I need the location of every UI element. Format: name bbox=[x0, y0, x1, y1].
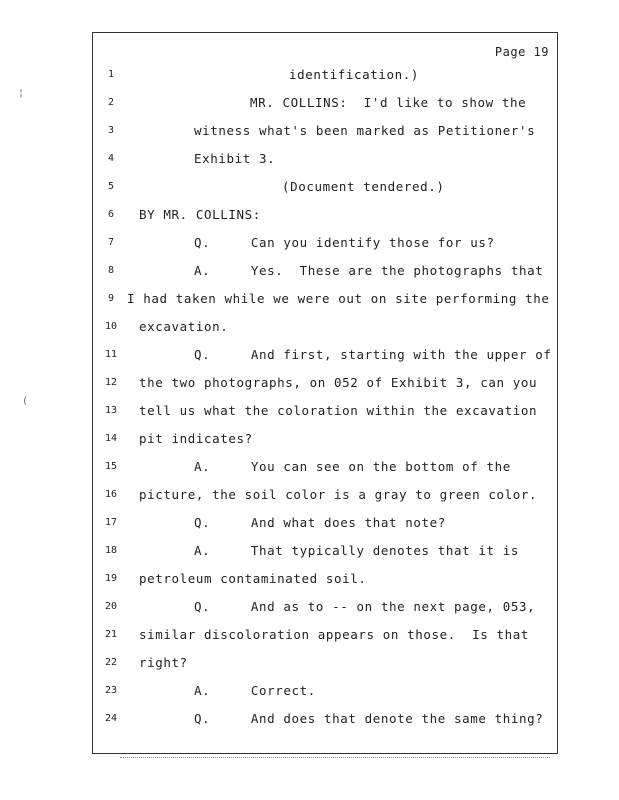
transcript-line bbox=[93, 206, 559, 226]
line-text: BY MR. COLLINS: bbox=[139, 207, 261, 222]
transcript-line bbox=[93, 150, 559, 170]
line-text: Q. And does that denote the same thing? bbox=[194, 711, 544, 726]
transcript-line bbox=[93, 234, 559, 254]
line-text: MR. COLLINS: I'd like to show the bbox=[250, 95, 527, 110]
line-text: tell us what the coloration within the excavation bbox=[139, 403, 538, 418]
transcript-line bbox=[93, 486, 559, 506]
line-text: witness what's been marked as Petitioner's bbox=[194, 123, 536, 138]
line-text: petroleum contaminated soil. bbox=[139, 571, 367, 586]
line-text: (Document tendered.) bbox=[282, 179, 445, 194]
line-number: 11 bbox=[104, 349, 118, 360]
margin-mark: ¦ bbox=[18, 88, 25, 99]
line-text: I had taken while we were out on site performing the bbox=[127, 291, 550, 306]
transcript-line bbox=[93, 626, 559, 646]
transcript-line bbox=[93, 682, 559, 702]
transcript-line bbox=[93, 94, 559, 114]
line-text: excavation. bbox=[139, 319, 229, 334]
line-number: 17 bbox=[104, 517, 118, 528]
line-text: A. Correct. bbox=[194, 683, 316, 698]
transcript-line bbox=[93, 262, 559, 282]
line-number: 22 bbox=[104, 657, 118, 668]
line-number: 5 bbox=[107, 181, 115, 192]
transcript-line bbox=[93, 66, 559, 86]
line-number: 15 bbox=[104, 461, 118, 472]
line-text: the two photographs, on 052 of Exhibit 3, can you bbox=[139, 375, 538, 390]
line-number: 3 bbox=[107, 125, 115, 136]
transcript-line bbox=[93, 598, 559, 618]
line-number: 7 bbox=[107, 237, 115, 248]
line-text: right? bbox=[139, 655, 188, 670]
line-number: 14 bbox=[104, 433, 118, 444]
transcript-line bbox=[93, 430, 559, 450]
transcript-line bbox=[93, 122, 559, 142]
transcript-line bbox=[93, 514, 559, 534]
line-text: A. Yes. These are the photographs that bbox=[194, 263, 544, 278]
line-text: pit indicates? bbox=[139, 431, 253, 446]
transcript-line bbox=[93, 374, 559, 394]
line-number: 19 bbox=[104, 573, 118, 584]
transcript-line bbox=[93, 710, 559, 730]
line-number: 18 bbox=[104, 545, 118, 556]
line-number: 21 bbox=[104, 629, 118, 640]
transcript-line bbox=[93, 542, 559, 562]
transcript-line bbox=[93, 654, 559, 674]
line-text: picture, the soil color is a gray to green color. bbox=[139, 487, 538, 502]
line-text: Q. And as to -- on the next page, 053, bbox=[194, 599, 536, 614]
line-number: 20 bbox=[104, 601, 118, 612]
transcript-line bbox=[93, 290, 559, 310]
line-text: Q. Can you identify those for us? bbox=[194, 235, 495, 250]
transcript-page bbox=[92, 32, 558, 754]
line-number: 12 bbox=[104, 377, 118, 388]
transcript-line bbox=[93, 402, 559, 422]
line-number: 8 bbox=[107, 265, 115, 276]
line-number: 23 bbox=[104, 685, 118, 696]
line-text: A. That typically denotes that it is bbox=[194, 543, 520, 558]
line-text: similar discoloration appears on those. Is that bbox=[139, 627, 530, 642]
line-text: Q. And first, starting with the upper of bbox=[194, 347, 552, 362]
page-number: Page 19 bbox=[494, 45, 549, 59]
margin-mark: ( bbox=[22, 396, 29, 407]
line-text: identification.) bbox=[289, 67, 420, 82]
line-text: Exhibit 3. bbox=[194, 151, 276, 166]
transcript-line bbox=[93, 458, 559, 478]
line-number: 6 bbox=[107, 209, 115, 220]
line-number: 24 bbox=[104, 713, 118, 724]
transcript-line bbox=[93, 346, 559, 366]
line-number: 1 bbox=[107, 69, 115, 80]
line-number: 13 bbox=[104, 405, 118, 416]
footer-rule bbox=[120, 757, 550, 758]
line-number: 10 bbox=[104, 321, 118, 332]
line-number: 9 bbox=[107, 293, 115, 304]
transcript-line bbox=[93, 318, 559, 338]
transcript-line bbox=[93, 178, 559, 198]
line-number: 16 bbox=[104, 489, 118, 500]
line-number: 4 bbox=[107, 153, 115, 164]
line-text: Q. And what does that note? bbox=[194, 515, 446, 530]
line-text: A. You can see on the bottom of the bbox=[194, 459, 511, 474]
transcript-line bbox=[93, 570, 559, 590]
line-number: 2 bbox=[107, 97, 115, 108]
